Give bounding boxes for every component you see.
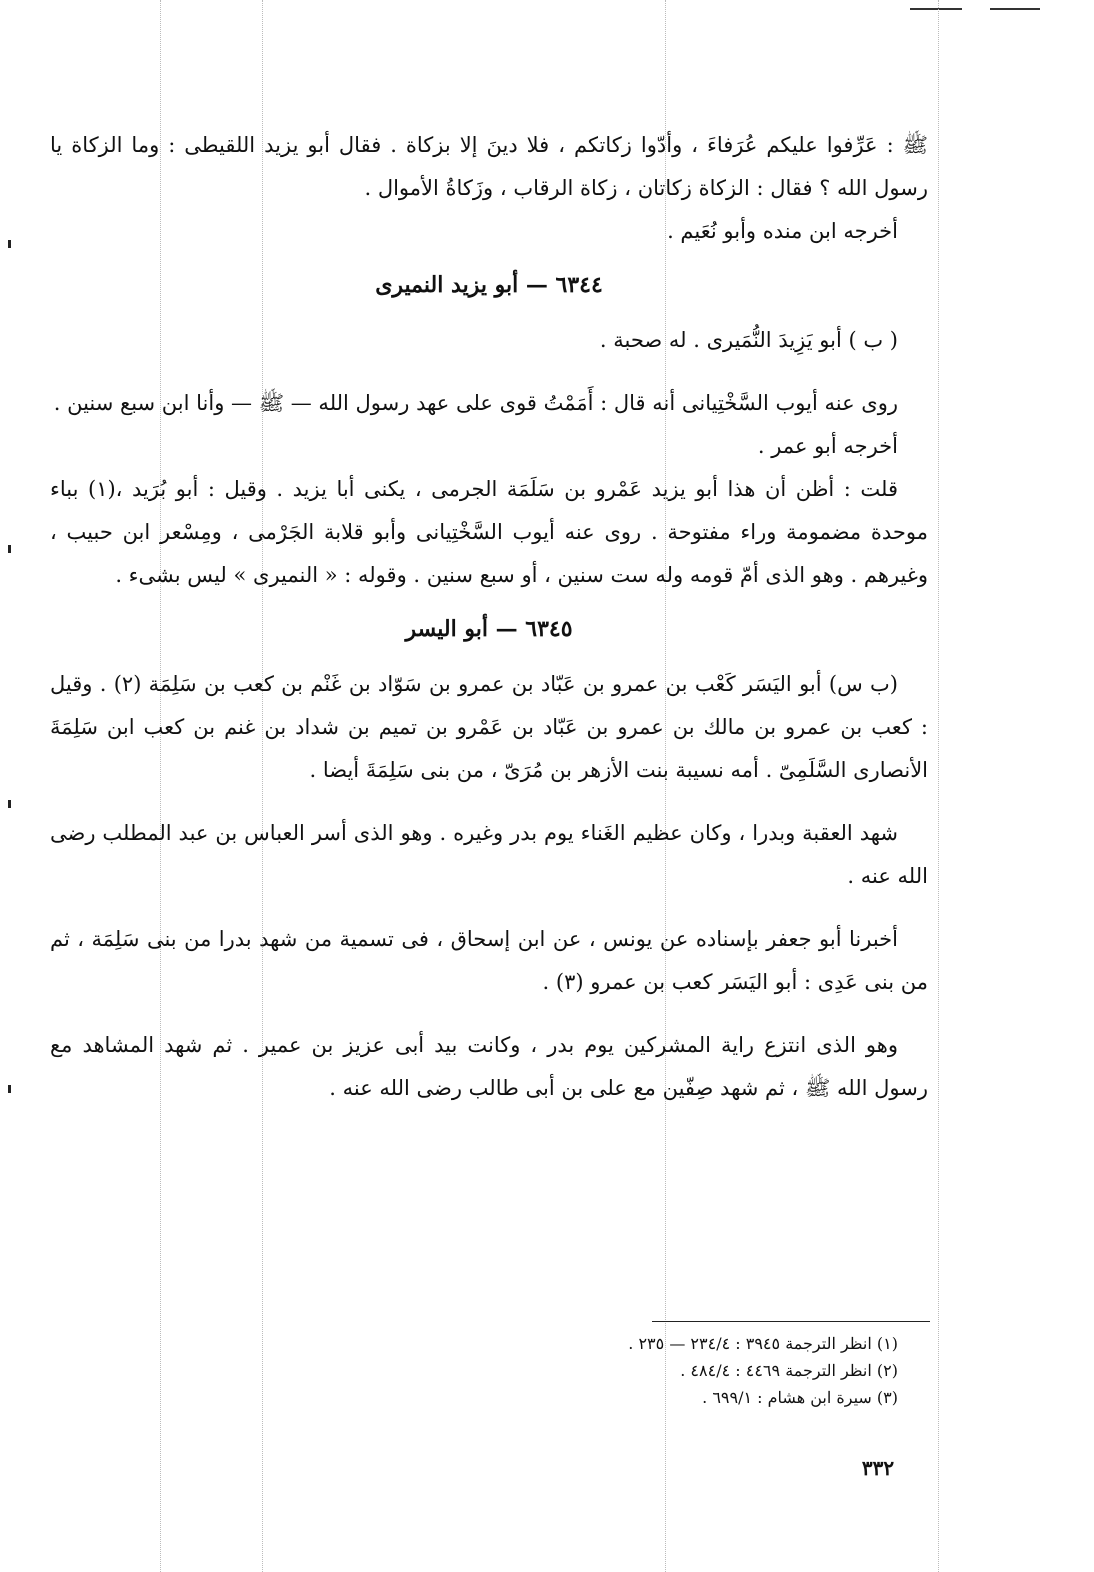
paragraph-commentary: قلت : أظن أن هذا أبو يزيد عَمْرو بن سَلَمَة الجرمى ، يكنى أبا يزيد . وقيل : أبو بُرَيد ،(١) بباء موحدة مضمومة وراء مفتوحة . روى عنه أيوب السَّخْتِيانى وأبو قلابة الجَرْمى ، ومِسْعر ابن حبيب ، وغيرهم . وهو الذى أمّ قومه وله ست سنين ، أو سبع سنين . وقوله : « النميرى » ليس بشىء .: [50, 477, 928, 587]
paragraph-biography: شهد العقبة وبدرا ، وكان عظيم الغَناء يوم بدر وغيره . وهو الذى أسر العباس بن عبد المطلب رضى الله عنه .: [50, 821, 928, 888]
main-text: [50, 124, 928, 1110]
paragraph-hadith: ﷺ : عَرِّفوا عليكم عُرَفاءَ ، وأدّوا زكاتكم ، فلا دينَ إلا بزكاة . فقال أبو يزيد اللقيطى : وما الزكاة يا رسول الله ؟ فقال : الزكاة زكاتان ، زكاة الرقاب ، وزَكاةُ الأموال .: [50, 133, 928, 200]
top-edge-mark: [990, 8, 1040, 10]
footnote-2: (٢) انظر الترجمة ٤٤٦٩ : ٤٨٤/٤ .: [680, 1361, 898, 1380]
footnote-separator: [652, 1321, 930, 1322]
paragraph-source: أخرجه أبو عمر .: [757, 434, 898, 458]
entry-heading-6344: ٦٣٤٤ — أبو يزيد النميرى: [375, 272, 603, 298]
paragraph-narration: روى عنه أيوب السَّخْتِيانى أنه قال : أَمَمْتُ قوى على عهد رسول الله — ﷺ — وأنا ابن سبع سنين .: [53, 391, 898, 415]
scan-artifact-line: [938, 0, 939, 1572]
paragraph-biography-cont: وهو الذى انتزع راية المشركين يوم بدر ، وكانت بيد أبى عزيز بن عمير . ثم شهد المشاهد مع رسول الله ﷺ ، ثم شهد صِفّين مع على بن أبى طالب رضى الله عنه .: [50, 1033, 928, 1100]
entry-heading-6345: ٦٣٤٥ — أبو اليسر: [405, 616, 573, 642]
top-edge-mark: [910, 8, 962, 10]
paragraph-entry-intro: ( ب ) أبو يَزِيدَ النُّمَيرى . له صحبة .: [599, 328, 898, 352]
paragraph-lineage: (ب س) أبو اليَسَر كَعْب بن عمرو بن عَبّاد بن عمرو بن سَوّاد بن غَنْم بن كعب بن سَلِمَة (٢) . وقيل : كعب بن عمرو بن مالك بن عمرو بن عَبّاد بن عَمْرو بن تميم بن شداد بن غنم بن كعب ابن سَلِمَةَ الأنصارى السَّلَمِىّ . أمه نسيبة بنت الأزهر بن مُرَىّ ، من بنى سَلِمَةَ أيضا .: [50, 672, 928, 782]
footnote-3: (٣) سيرة ابن هشام : ٦٩٩/١ .: [702, 1388, 898, 1407]
margin-mark: [8, 1085, 11, 1093]
footnotes: [520, 1330, 898, 1411]
margin-mark: [8, 800, 11, 808]
page-number: ٣٣٢: [861, 1456, 895, 1480]
footnote-1: (١) انظر الترجمة ٣٩٤٥ : ٢٣٤/٤ — ٢٣٥ .: [628, 1334, 898, 1353]
paragraph-isnad: أخبرنا أبو جعفر بإسناده عن يونس ، عن ابن إسحاق ، فى تسمية من شهد بدرا من بنى سَلِمَة ، ثم من بنى عَدِى : أبو اليَسَر كعب بن عمرو (٣) .: [50, 927, 928, 994]
margin-mark: [8, 545, 11, 553]
paragraph-source: أخرجه ابن منده وأبو نُعَيم .: [667, 219, 898, 243]
margin-mark: [8, 240, 11, 248]
